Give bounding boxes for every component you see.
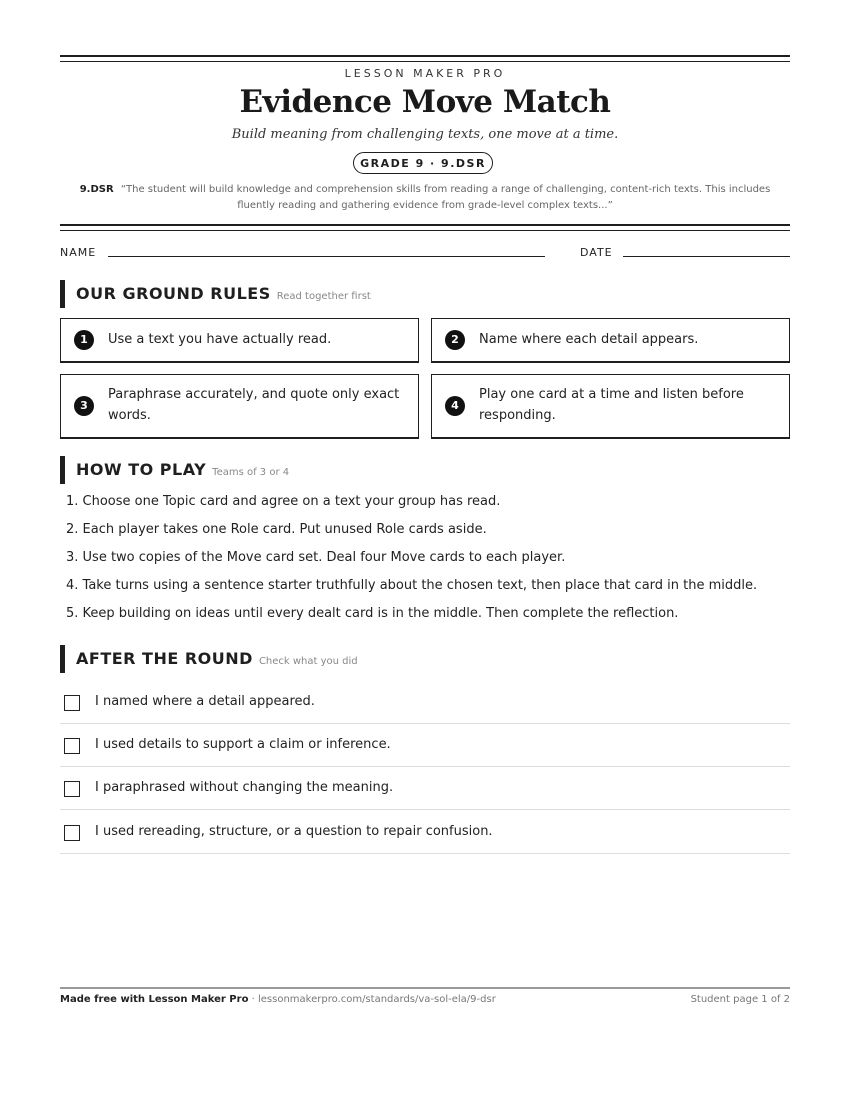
checkbox[interactable] xyxy=(64,825,80,841)
section-note: Check what you did xyxy=(258,656,358,667)
section-note: Read together first xyxy=(276,291,371,302)
standard-text: “The student will build knowledge and comprehension skills from reading a range of challenging, content-rich texts. This includes fluently reading and gathering evidence from grade-level complex texts...” xyxy=(120,184,771,211)
name-field[interactable] xyxy=(108,256,545,257)
step-item: 3. Use two copies of the Move card set. Deal four Move cards to each player. xyxy=(66,550,566,565)
section-bar xyxy=(60,280,65,308)
checkbox[interactable] xyxy=(64,738,80,754)
brand-eyebrow: LESSON MAKER PRO xyxy=(344,67,506,80)
step-item: 5. Keep building on ideas until every dealt card is in the middle. Then complete the reflection. xyxy=(66,606,679,621)
footer-credit xyxy=(60,994,496,1005)
rule-number: 1 xyxy=(74,330,94,350)
header-divider xyxy=(60,224,790,231)
name-label: NAME xyxy=(60,246,97,259)
checkbox[interactable] xyxy=(64,781,80,797)
step-item: 2. Each player takes one Role card. Put unused Role cards aside. xyxy=(66,522,487,537)
checklist-item xyxy=(60,681,790,724)
grade-badge: GRADE 9 · 9.DSR xyxy=(353,152,493,174)
section-note: Teams of 3 or 4 xyxy=(212,467,290,478)
checklist-label: I used rereading, structure, or a question to repair confusion. xyxy=(95,824,493,839)
section-heading: HOW TO PLAY Teams of 3 or 4 xyxy=(76,460,290,479)
rule-number: 2 xyxy=(445,330,465,350)
worksheet-page xyxy=(60,0,790,1100)
page-subtitle: Build meaning from challenging texts, one move at a time. xyxy=(231,127,619,142)
checklist-item xyxy=(60,767,790,810)
page-indicator: Student page 1 of 2 xyxy=(690,994,790,1005)
rule-card xyxy=(60,318,419,363)
date-label: DATE xyxy=(580,246,613,259)
rule-text: Use a text you have actually read. xyxy=(108,332,332,347)
rule-card xyxy=(431,374,790,439)
checklist-label: I paraphrased without changing the meaning. xyxy=(95,780,394,795)
standard-statement xyxy=(75,182,775,214)
checklist-label: I used details to support a claim or inference. xyxy=(95,737,391,752)
page-title: Evidence Move Match xyxy=(239,84,611,120)
step-item: 4. Take turns using a sentence starter truthfully about the chosen text, then place that card in the middle. xyxy=(66,578,758,593)
rule-text: Paraphrase accurately, and quote only exact words. xyxy=(108,387,400,423)
checkbox[interactable] xyxy=(64,695,80,711)
section-bar xyxy=(60,456,65,484)
rule-card xyxy=(60,374,419,439)
step-item: 1. Choose one Topic card and agree on a text your group has read. xyxy=(66,494,501,509)
footer-brand: Made free with Lesson Maker Pro xyxy=(60,994,249,1005)
top-divider xyxy=(60,55,790,62)
date-field[interactable] xyxy=(623,256,790,257)
section-heading: OUR GROUND RULES Read together first xyxy=(76,284,371,303)
rule-text: Name where each detail appears. xyxy=(479,332,699,347)
standard-code: 9.DSR xyxy=(79,184,114,195)
checklist-item xyxy=(60,724,790,767)
rule-card xyxy=(431,318,790,363)
rule-number: 4 xyxy=(445,396,465,416)
section-heading: AFTER THE ROUND Check what you did xyxy=(76,649,358,668)
footer-url[interactable]: · lessonmakerpro.com/standards/va-sol-ela/9-dsr xyxy=(248,994,496,1005)
footer-divider xyxy=(60,987,790,989)
steps-list xyxy=(66,488,790,628)
rule-text: Play one card at a time and listen before responding. xyxy=(479,387,744,423)
rule-number: 3 xyxy=(74,396,94,416)
section-bar xyxy=(60,645,65,673)
checklist-label: I named where a detail appeared. xyxy=(95,694,315,709)
checklist-item xyxy=(60,811,790,854)
